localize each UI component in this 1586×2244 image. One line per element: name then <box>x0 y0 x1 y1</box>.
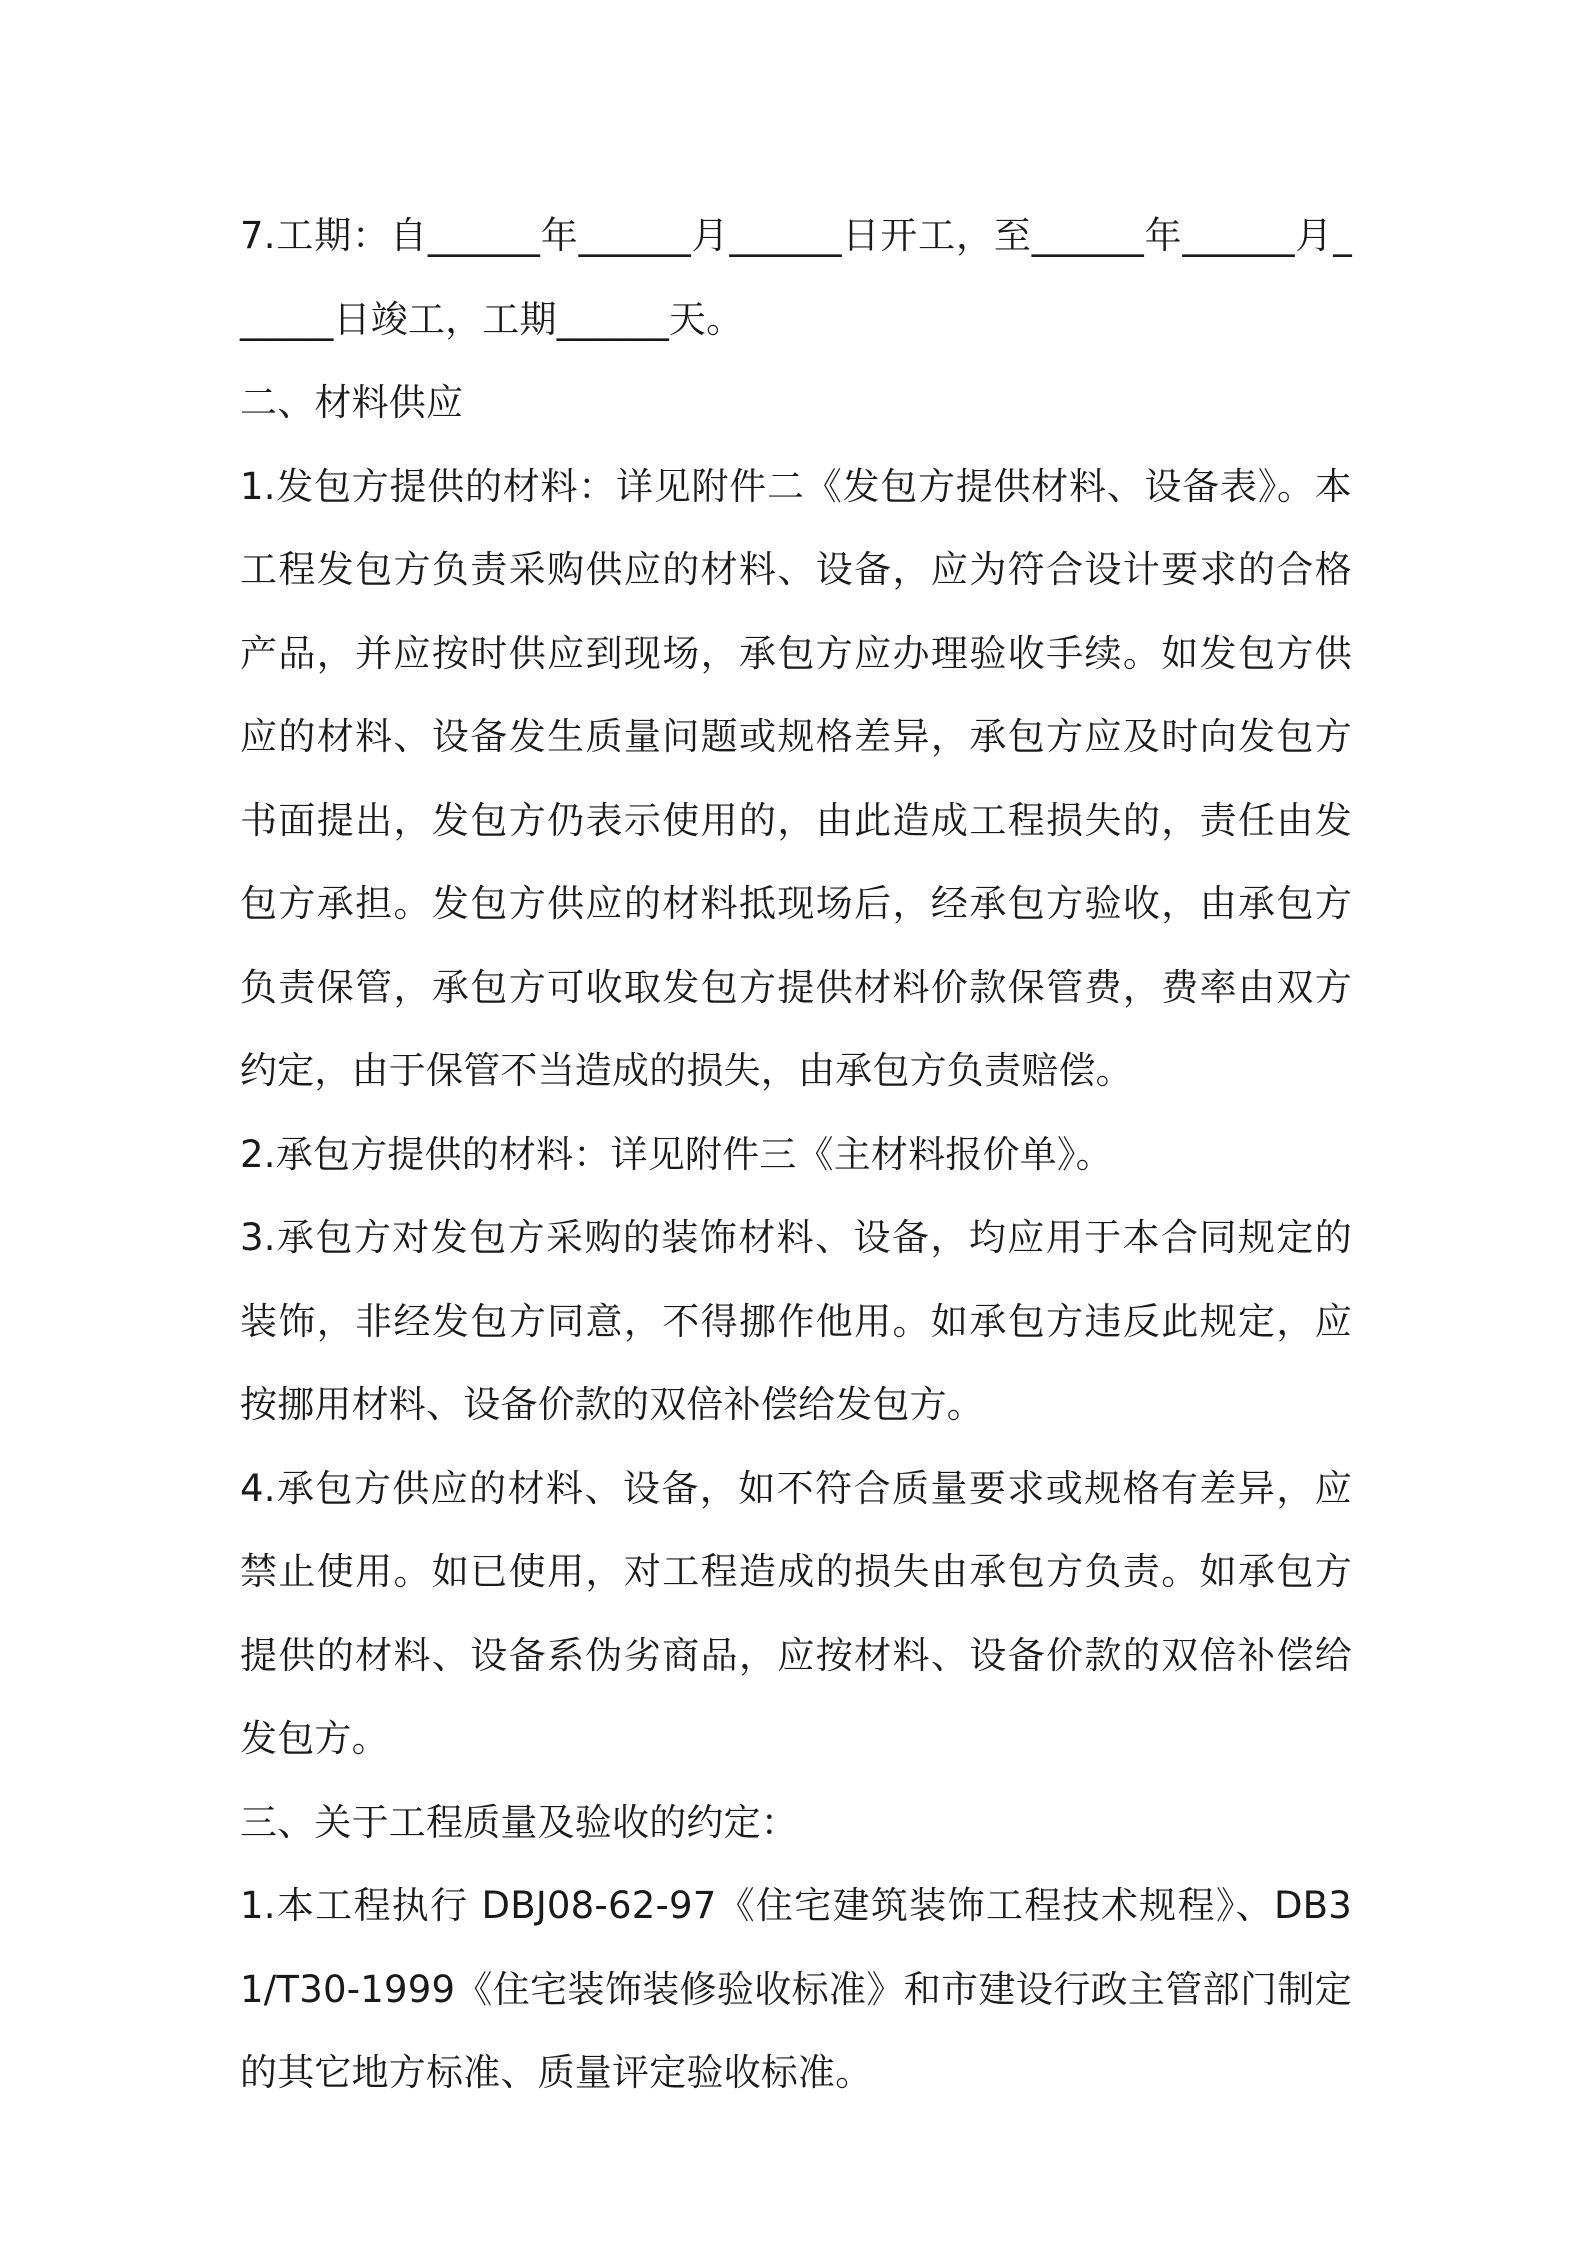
clause-material-use-restriction: 3.承包方对发包方采购的装饰材料、设备，均应用于本合同规定的装饰，非经发包方同意，不得挪作他用。如承包方违反此规定，应按挪用材料、设备价款的双倍补偿给发包方。 <box>240 1216 1352 1426</box>
section-heading-material-supply: 二、材料供应 <box>240 381 464 424</box>
clause-nonconforming-materials: 4.承包方供应的材料、设备，如不符合质量要求或规格有差异，应禁止使用。如已使用，对工程造成的损失由承包方负责。如承包方提供的材料、设备系伪劣商品，应按材料、设备价款的双倍补偿给发包方。 <box>240 1466 1352 1760</box>
clause-applicable-standards: 1.本工程执行 DBJ08-62-97《住宅建筑装饰工程技术规程》、DB31/T30-1999《住宅装饰装修验收标准》和市建设行政主管部门制定的其它地方标准、质量评定验收标准。 <box>240 1884 1352 2094</box>
clause-construction-period: 7.工期：自______年______月______日开工，至______年______月______日竣工，工期______天。 <box>240 214 1352 341</box>
clause-contractor-supplied-materials: 2.承包方提供的材料：详见附件三《主材料报价单》。 <box>240 1132 1113 1176</box>
section-heading-quality-acceptance: 三、关于工程质量及验收的约定： <box>240 1800 798 1844</box>
clause-client-supplied-materials: 1.发包方提供的材料：详见附件二《发包方提供材料、设备表》。本工程发包方负责采购供应的材料、设备，应为符合设计要求的合格产品，并应按时供应到现场，承包方应办理验收手续。如发包方供应的材料、设备发生质量问题或规格差异，承包方应及时向发包方书面提出，发包方仍表示使用的，由此造成工程损失的，责任由发包方承担。发包方供应的材料抵现场后，经承包方验收，由承包方负责保管，承包方可收取发包方提供材料价款保管费，费率由双方约定，由于保管不当造成的损失，由承包方负责赔偿。 <box>240 464 1352 1092</box>
document-body <box>240 194 1352 2115</box>
